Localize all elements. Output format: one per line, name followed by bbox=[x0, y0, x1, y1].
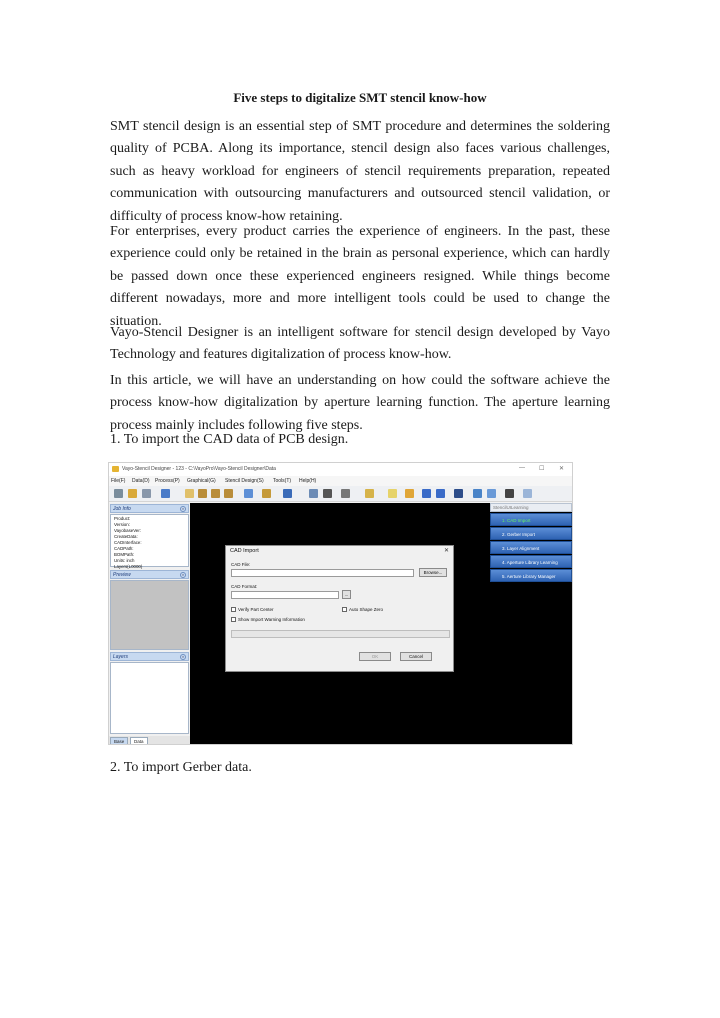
close-button[interactable]: ✕ bbox=[559, 466, 565, 472]
job-info-line: CreateData: bbox=[114, 534, 138, 539]
preview-header bbox=[110, 570, 189, 579]
step-cad-import-button[interactable]: 1. CAD Import bbox=[490, 513, 572, 526]
job-info-line: Units: inch bbox=[114, 558, 135, 563]
graphic-icon[interactable] bbox=[283, 489, 292, 498]
dialog-close-icon[interactable]: ✕ bbox=[443, 548, 449, 554]
toolbar bbox=[109, 486, 572, 502]
zoom-in-icon[interactable] bbox=[198, 489, 207, 498]
layers-list bbox=[110, 662, 189, 734]
paste-icon[interactable] bbox=[473, 489, 482, 498]
menu-file[interactable]: File(F) bbox=[111, 478, 126, 484]
rectangle-icon[interactable] bbox=[454, 489, 463, 498]
menu-help[interactable]: Help(H) bbox=[299, 478, 317, 484]
step-1-text: 1. To import the CAD data of PCB design. bbox=[110, 432, 349, 447]
job-info-line: Version: bbox=[114, 522, 130, 527]
select-icon[interactable] bbox=[244, 489, 253, 498]
circle-icon[interactable] bbox=[323, 489, 332, 498]
step-aperture-manager-button[interactable]: 5. Aerture Library Manager bbox=[490, 569, 572, 582]
ok-button[interactable]: OK bbox=[359, 652, 391, 661]
eye-icon[interactable] bbox=[523, 489, 532, 498]
import-progress-bar bbox=[231, 630, 450, 638]
cad-format-browse-button[interactable]: ... bbox=[342, 590, 351, 599]
bulb-icon[interactable] bbox=[388, 489, 397, 498]
fit-window-icon[interactable] bbox=[309, 489, 318, 498]
zoom-fit-icon[interactable] bbox=[224, 489, 233, 498]
menu-data[interactable]: Data(D) bbox=[132, 478, 150, 484]
job-info-header bbox=[110, 504, 189, 513]
layers-title: Layers bbox=[113, 654, 129, 660]
minimize-button[interactable]: — bbox=[519, 465, 525, 471]
menu-graphical[interactable]: Graphical(G) bbox=[187, 478, 216, 484]
step-2-text: 2. To import Gerber data. bbox=[110, 760, 252, 775]
browse-button[interactable]: Browse... bbox=[419, 568, 447, 577]
tab-base[interactable]: Base bbox=[110, 737, 128, 745]
stencil-learning-header: StencilUILearning bbox=[490, 503, 572, 512]
maximize-button[interactable]: ☐ bbox=[539, 466, 545, 472]
shape-icon[interactable] bbox=[341, 489, 350, 498]
layer-icon[interactable] bbox=[161, 489, 170, 498]
document-title: Five steps to digitalize SMT stencil know-how bbox=[233, 90, 487, 105]
window-title: Vayo-Stencil Designer - 123 - C:\VayoPro\Vayo-Stencil Designer\Data bbox=[122, 466, 276, 472]
verify-part-center-checkbox[interactable] bbox=[231, 607, 236, 612]
menu-bar bbox=[109, 476, 572, 486]
job-info-line: CADInterface: bbox=[114, 540, 142, 545]
measure-icon[interactable] bbox=[262, 489, 271, 498]
paragraph-intro: SMT stencil design is an essential step of SMT procedure and determines the soldering quality of PCBA. Along its importance, stencil design also faces various challenges, such as heavy workload for engineers of stencil requirements preparation, repeated communication with outsourcing manufacturers and outsourced stencil validation, or difficulty of process know-how retaining. bbox=[110, 119, 610, 224]
job-info-body bbox=[110, 514, 189, 567]
zoom-icon[interactable] bbox=[185, 489, 194, 498]
cad-file-input[interactable] bbox=[231, 569, 414, 577]
paragraph-article: In this article, we will have an understanding on how could the software achieve the process know-how digitalization by aperture learning function. The aperture learning process mainly includes following five steps. bbox=[110, 373, 610, 433]
zoom-out-icon[interactable] bbox=[211, 489, 220, 498]
menu-stencil-design[interactable]: Stencil Design(S) bbox=[225, 478, 264, 484]
job-info-title: Job Info bbox=[113, 506, 131, 512]
dialog-title: CAD Import bbox=[230, 548, 259, 554]
job-info-close-icon[interactable]: × bbox=[181, 506, 185, 511]
bottom-tabs bbox=[109, 736, 190, 745]
arrow-up-icon[interactable] bbox=[422, 489, 431, 498]
print-icon[interactable] bbox=[142, 489, 151, 498]
pencil-icon[interactable] bbox=[405, 489, 414, 498]
preview-area bbox=[110, 580, 189, 650]
layers-header bbox=[110, 652, 189, 661]
step-gerber-import-button[interactable]: 2. Gerber Import bbox=[490, 527, 572, 540]
cad-format-label: CAD Format: bbox=[231, 584, 258, 589]
preview-close-icon[interactable]: × bbox=[181, 572, 185, 577]
grid-icon[interactable] bbox=[365, 489, 374, 498]
job-info-line: Layers(L0000) bbox=[114, 564, 143, 569]
verify-part-center-label: Verify Part Center bbox=[238, 607, 274, 612]
paragraph-vayo: Vayo-Stencil Designer is an intelligent software for stencil design developed by Vayo Technology and features digitalization of process know-how. bbox=[110, 325, 610, 363]
menu-tools[interactable]: Tools(T) bbox=[273, 478, 292, 484]
stencil-learning-panel bbox=[490, 503, 572, 593]
show-import-warning-label: Show Import Warning Information bbox=[238, 617, 305, 622]
step-layer-alignment-button[interactable]: 3. Layer Alignment bbox=[490, 541, 572, 554]
cancel-button[interactable]: Cancel bbox=[400, 652, 432, 661]
copy-icon[interactable] bbox=[487, 489, 496, 498]
layers-close-icon[interactable]: × bbox=[181, 654, 185, 659]
auto-shape-zero-checkbox[interactable] bbox=[342, 607, 347, 612]
job-info-line: BOMPath: bbox=[114, 552, 135, 557]
magnet-icon[interactable] bbox=[505, 489, 514, 498]
tab-data[interactable]: Data bbox=[130, 737, 148, 745]
cad-format-select[interactable] bbox=[231, 591, 339, 599]
app-folder-icon bbox=[112, 466, 119, 472]
save-icon[interactable] bbox=[114, 489, 123, 498]
show-import-warning-checkbox[interactable] bbox=[231, 617, 236, 622]
cad-import-dialog bbox=[225, 545, 454, 672]
open-icon[interactable] bbox=[128, 489, 137, 498]
job-info-line: CADPath: bbox=[114, 546, 134, 551]
preview-title: Preview bbox=[113, 572, 131, 578]
arrow-down-icon[interactable] bbox=[436, 489, 445, 498]
auto-shape-zero-label: Auto Shape Zero bbox=[349, 607, 384, 612]
window-titlebar bbox=[109, 463, 572, 476]
cad-file-label: CAD File: bbox=[231, 562, 251, 567]
left-panel bbox=[109, 503, 190, 736]
menu-process[interactable]: Process(P) bbox=[155, 478, 180, 484]
job-info-line: Product: bbox=[114, 516, 131, 521]
step-aperture-learning-button[interactable]: 4. Aperture Library Learning bbox=[490, 555, 572, 568]
paragraph-enterprises: For enterprises, every product carries the experience of engineers. In the past, these experience could only be retained in the brain as personal experience, which can hardly be passed down once these experienced engineers resigned. While things become different nowadays, more and more intelligent tools could be used to change the situation. bbox=[110, 224, 610, 329]
job-info-line: VayobaseVer: bbox=[114, 528, 142, 533]
